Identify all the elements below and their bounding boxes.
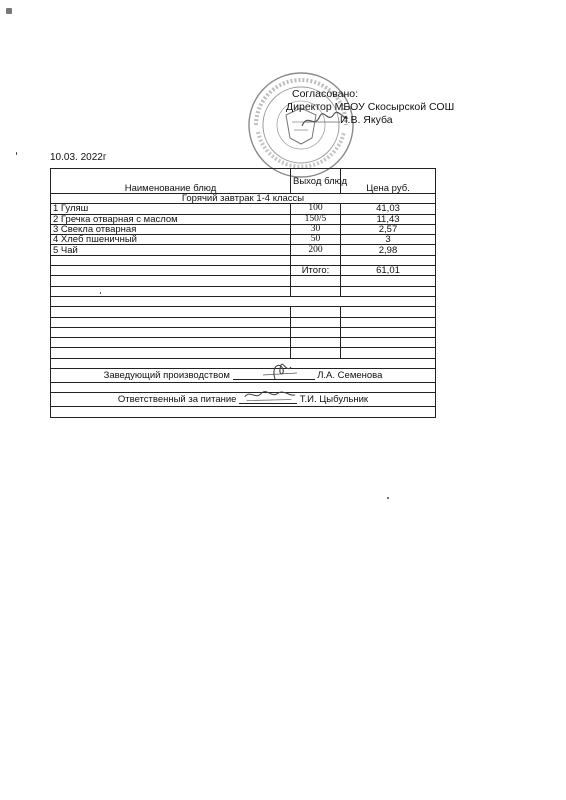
- empty-row: [51, 276, 436, 286]
- empty-row: [51, 286, 436, 296]
- empty-row: [51, 407, 436, 417]
- approval-block: [286, 88, 454, 127]
- table-row: [51, 204, 436, 214]
- empty-row: [51, 296, 436, 306]
- empty-row: [51, 307, 436, 317]
- dish-price: 3: [341, 235, 436, 245]
- scan-speck: [16, 152, 17, 155]
- section-row: [51, 194, 436, 204]
- dish-price: 41,03: [341, 204, 436, 214]
- production-head-title: Заведующий производством: [103, 370, 230, 382]
- section-title: Горячий завтрак 1-4 классы: [51, 194, 436, 204]
- dish-price: 11,43: [341, 214, 436, 224]
- dish-name: 2 Гречка отварная с маслом: [51, 214, 291, 224]
- table-row: [51, 245, 436, 255]
- empty-row: [51, 327, 436, 337]
- dish-name: 1 Гуляш: [51, 204, 291, 214]
- nutrition-responsible-title: Ответственный за питание: [117, 394, 237, 406]
- column-header-output: Выход блюд: [291, 169, 341, 194]
- dish-output: 200: [291, 245, 341, 255]
- approval-name: И.В. Якуба: [340, 114, 393, 126]
- signature-row-production: [51, 369, 436, 383]
- total-row: [51, 266, 436, 276]
- production-head-signature: [241, 359, 301, 381]
- total-label: Итого:: [291, 266, 341, 276]
- scan-speck: [100, 292, 101, 294]
- column-header-price: Цена руб.: [341, 169, 436, 194]
- production-head-name: Л.А. Семенова: [317, 370, 383, 382]
- table-row: [51, 224, 436, 234]
- empty-row: [51, 317, 436, 327]
- document-date: 10.03. 2022г: [50, 152, 107, 163]
- approval-position: Директор МБОУ Скосырской СОШ: [286, 101, 455, 113]
- scan-speck: [387, 497, 389, 499]
- dish-name: 4 Хлеб пшеничный: [51, 235, 291, 245]
- signature-row-nutrition: [51, 393, 436, 407]
- nutrition-responsible-signature: [241, 383, 297, 405]
- menu-table: [50, 168, 436, 418]
- approval-title: Согласовано:: [292, 88, 359, 100]
- signature-line: [233, 371, 315, 380]
- dish-price: 2,57: [341, 224, 436, 234]
- dish-output: 30: [291, 224, 341, 234]
- dish-output: 100: [291, 204, 341, 214]
- total-value: 61,01: [341, 266, 436, 276]
- table-row: [51, 214, 436, 224]
- dish-output: 50: [291, 235, 341, 245]
- dish-output: 150/5: [291, 214, 341, 224]
- empty-row: [51, 255, 436, 265]
- empty-row: [51, 338, 436, 348]
- column-header-name: Наименование блюд: [51, 169, 291, 194]
- scan-speck: [6, 8, 12, 14]
- dish-name: 5 Чай: [51, 245, 291, 255]
- table-header-row: [51, 169, 436, 194]
- nutrition-responsible-name: Т.И. Цыбульник: [299, 394, 369, 406]
- empty-row: [51, 348, 436, 358]
- signature-line: [239, 395, 297, 404]
- dish-name: 3 Свекла отварная: [51, 224, 291, 234]
- table-row: [51, 235, 436, 245]
- dish-price: 2,98: [341, 245, 436, 255]
